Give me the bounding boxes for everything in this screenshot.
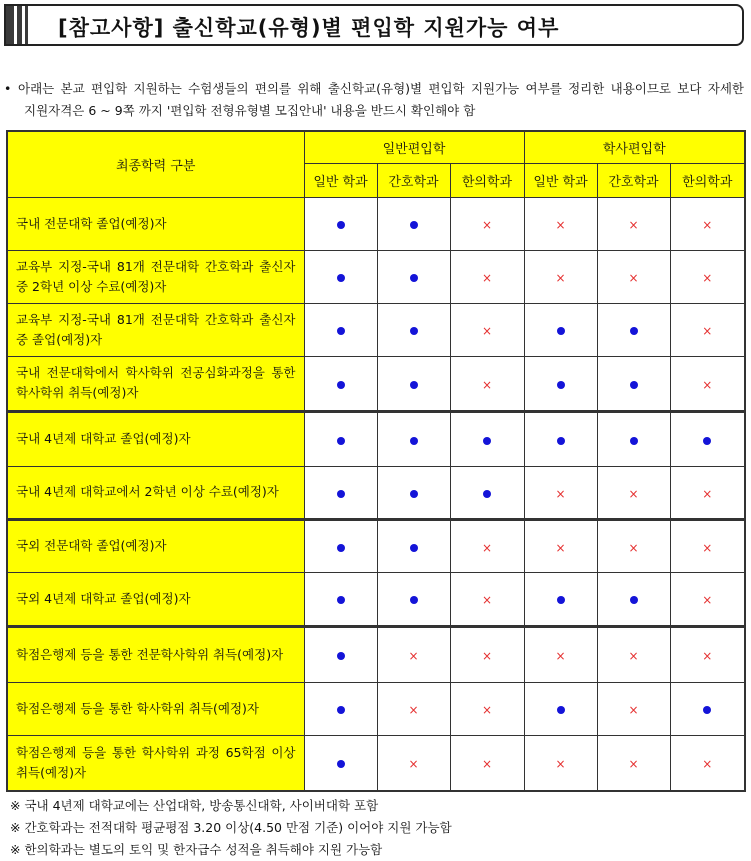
eligibility-cell [377,682,450,735]
eligibility-cell [597,356,670,411]
not-eligible-cross-icon: × [702,649,713,663]
eligibility-cell [597,572,670,626]
title-decoration-bars [6,6,28,44]
eligibility-cell [377,197,450,250]
bullet-icon: • [4,81,12,96]
eligibility-cell [450,411,524,466]
not-eligible-cross-icon: × [628,486,639,501]
eligibility-cell [670,466,745,519]
row-label: 학점은행제 등을 통한 학사학위 취득(예정)자 [7,682,304,735]
row-label: 국내 4년제 대학교 졸업(예정)자 [7,411,304,466]
eligibility-cell [304,572,377,626]
sub-header: 일반 학과 [304,163,377,197]
not-eligible-cross-icon: × [481,703,493,717]
not-eligible-cross-icon: × [702,540,713,555]
eligibility-cell [597,626,670,682]
eligibility-cell [377,572,450,626]
eligibility-cell [524,682,597,735]
sub-header: 한의학과 [450,163,524,197]
eligible-dot-icon [483,490,491,498]
eligibility-cell [670,572,745,626]
footnote: ※ 간호학과는 전적대학 평균평점 3.20 이상(4.50 만점 기준) 이어야 지원 가능함 [10,820,452,835]
not-eligible-cross-icon: × [702,271,713,285]
not-eligible-cross-icon: × [555,757,566,772]
table-row [7,682,745,735]
not-eligible-cross-icon: × [628,649,639,663]
eligibility-cell [597,682,670,735]
table-row [7,356,745,411]
eligibility-cell [670,356,745,411]
eligible-dot-icon [337,490,345,498]
not-eligible-cross-icon: × [481,324,493,338]
eligible-dot-icon [410,381,418,389]
eligible-dot-icon [557,706,565,714]
sub-header: 일반 학과 [524,163,597,197]
eligible-dot-icon [410,437,418,445]
eligible-dot-icon [337,544,345,552]
table-row [7,572,745,626]
table-row [7,735,745,791]
eligibility-cell [450,303,524,356]
row-label: 학점은행제 등을 통한 전문학사학위 취득(예정)자 [7,626,304,682]
eligibility-cell [377,466,450,519]
eligible-dot-icon [337,437,345,445]
eligible-dot-icon [557,596,565,604]
intro-line-2: 지원자격은 6 ~ 9쪽 까지 '편입학 전형유형별 모집안내' 내용을 반드시 확인해야 함 [24,103,476,118]
not-eligible-cross-icon: × [628,218,639,232]
table-body [7,197,745,791]
eligibility-cell [450,466,524,519]
eligibility-cell [304,519,377,572]
not-eligible-cross-icon: × [702,324,713,338]
not-eligible-cross-icon: × [481,593,493,607]
eligibility-cell [524,411,597,466]
row-label: 국내 전문대학 졸업(예정)자 [7,197,304,250]
table-row [7,466,745,519]
group-header-general: 일반편입학 [304,131,524,163]
eligible-dot-icon [703,706,711,714]
eligibility-cell [524,572,597,626]
footnote: ※ 한의학과는 별도의 토익 및 한자급수 성적을 취득해야 지원 가능함 [10,842,383,857]
row-label: 국내 4년제 대학교에서 2학년 이상 수료(예정)자 [7,466,304,519]
eligible-dot-icon [337,381,345,389]
not-eligible-cross-icon: × [481,649,493,663]
not-eligible-cross-icon: × [702,757,713,772]
eligibility-cell [377,735,450,791]
eligibility-cell [524,735,597,791]
not-eligible-cross-icon: × [628,271,639,285]
row-label: 교육부 지정-국내 81개 전문대학 간호학과 출신자 중 2학년 이상 수료(예정)자 [7,250,304,303]
eligibility-cell [670,303,745,356]
eligibility-cell [524,466,597,519]
eligible-dot-icon [557,437,565,445]
eligibility-cell [450,519,524,572]
eligibility-cell [524,626,597,682]
eligible-dot-icon [410,490,418,498]
eligibility-cell [304,303,377,356]
eligibility-cell [597,466,670,519]
not-eligible-cross-icon: × [628,757,639,772]
not-eligible-cross-icon: × [555,540,566,555]
eligibility-cell [670,411,745,466]
eligibility-cell [670,735,745,791]
not-eligible-cross-icon: × [481,757,493,772]
eligibility-cell [450,682,524,735]
page-title: [참고사항] 출신학교(유형)별 편입학 지원가능 여부 [58,16,560,40]
eligibility-cell [670,682,745,735]
eligible-dot-icon [557,381,565,389]
eligibility-cell [450,735,524,791]
sub-header: 한의학과 [670,163,745,197]
eligible-dot-icon [337,652,345,660]
eligible-dot-icon [337,327,345,335]
eligibility-cell [377,519,450,572]
intro-line-1: 아래는 본교 편입학 지원하는 수험생들의 편의를 위해 출신학교(유형)별 편입학 지원가능 여부를 정리한 내용이므로 보다 자세한 [18,81,744,96]
eligible-dot-icon [337,706,345,714]
eligibility-cell [597,250,670,303]
eligibility-cell [304,250,377,303]
footnotes [10,795,452,861]
not-eligible-cross-icon: × [481,377,493,392]
eligible-dot-icon [557,327,565,335]
eligibility-cell [524,250,597,303]
not-eligible-cross-icon: × [702,486,713,501]
eligible-dot-icon [410,544,418,552]
eligible-dot-icon [337,221,345,229]
eligibility-cell [304,735,377,791]
not-eligible-cross-icon: × [555,218,566,232]
eligible-dot-icon [630,327,638,335]
eligible-dot-icon [630,596,638,604]
eligibility-cell [670,250,745,303]
eligibility-cell [304,411,377,466]
eligible-dot-icon [483,437,491,445]
not-eligible-cross-icon: × [628,540,639,555]
not-eligible-cross-icon: × [628,703,639,717]
row-label: 국외 전문대학 졸업(예정)자 [7,519,304,572]
title-box [4,4,744,46]
eligible-dot-icon [337,596,345,604]
eligibility-cell [304,197,377,250]
eligibility-cell [377,303,450,356]
not-eligible-cross-icon: × [702,593,713,607]
not-eligible-cross-icon: × [555,649,566,663]
footnote: ※ 국내 4년제 대학교에는 산업대학, 방송통신대학, 사이버대학 포함 [10,798,379,813]
eligible-dot-icon [410,274,418,282]
eligibility-cell [597,197,670,250]
eligibility-cell [450,197,524,250]
not-eligible-cross-icon: × [555,486,566,501]
eligibility-cell [524,197,597,250]
eligible-dot-icon [630,381,638,389]
sub-header: 간호학과 [597,163,670,197]
table-row [7,303,745,356]
eligibility-cell [304,466,377,519]
eligibility-cell [670,519,745,572]
eligibility-cell [450,356,524,411]
eligibility-cell [304,682,377,735]
eligibility-cell [304,626,377,682]
not-eligible-cross-icon: × [408,703,419,717]
eligible-dot-icon [703,437,711,445]
row-label: 국외 4년제 대학교 졸업(예정)자 [7,572,304,626]
row-label: 교육부 지정-국내 81개 전문대학 간호학과 출신자 중 졸업(예정)자 [7,303,304,356]
eligibility-cell [524,519,597,572]
eligibility-cell [597,519,670,572]
eligibility-cell [524,356,597,411]
not-eligible-cross-icon: × [408,757,419,772]
table-row [7,626,745,682]
eligibility-cell [597,735,670,791]
eligibility-cell [377,626,450,682]
eligible-dot-icon [410,327,418,335]
corner-header: 최종학력 구분 [7,131,304,197]
not-eligible-cross-icon: × [702,218,713,232]
eligibility-cell [450,250,524,303]
table-row [7,197,745,250]
eligibility-table [6,130,746,792]
eligibility-cell [450,626,524,682]
not-eligible-cross-icon: × [702,377,713,392]
not-eligible-cross-icon: × [408,649,419,663]
eligible-dot-icon [410,596,418,604]
table-row [7,250,745,303]
eligibility-cell [377,356,450,411]
table-row [7,411,745,466]
not-eligible-cross-icon: × [555,271,566,285]
not-eligible-cross-icon: × [481,218,493,232]
group-header-bachelor: 학사편입학 [524,131,745,163]
eligible-dot-icon [337,760,345,768]
eligibility-cell [670,626,745,682]
eligibility-cell [670,197,745,250]
sub-header: 간호학과 [377,163,450,197]
not-eligible-cross-icon: × [481,540,493,555]
eligibility-cell [597,411,670,466]
eligibility-cell [304,356,377,411]
row-label: 학점은행제 등을 통한 학사학위 과정 65학점 이상 취득(예정)자 [7,735,304,791]
not-eligible-cross-icon: × [481,271,493,285]
eligibility-cell [597,303,670,356]
eligibility-cell [524,303,597,356]
eligible-dot-icon [630,437,638,445]
eligibility-cell [450,572,524,626]
row-label: 국내 전문대학에서 학사학위 전공심화과정을 통한 학사학위 취득(예정)자 [7,356,304,411]
table-row [7,519,745,572]
eligibility-cell [377,250,450,303]
eligibility-cell [377,411,450,466]
eligible-dot-icon [337,274,345,282]
eligible-dot-icon [410,221,418,229]
